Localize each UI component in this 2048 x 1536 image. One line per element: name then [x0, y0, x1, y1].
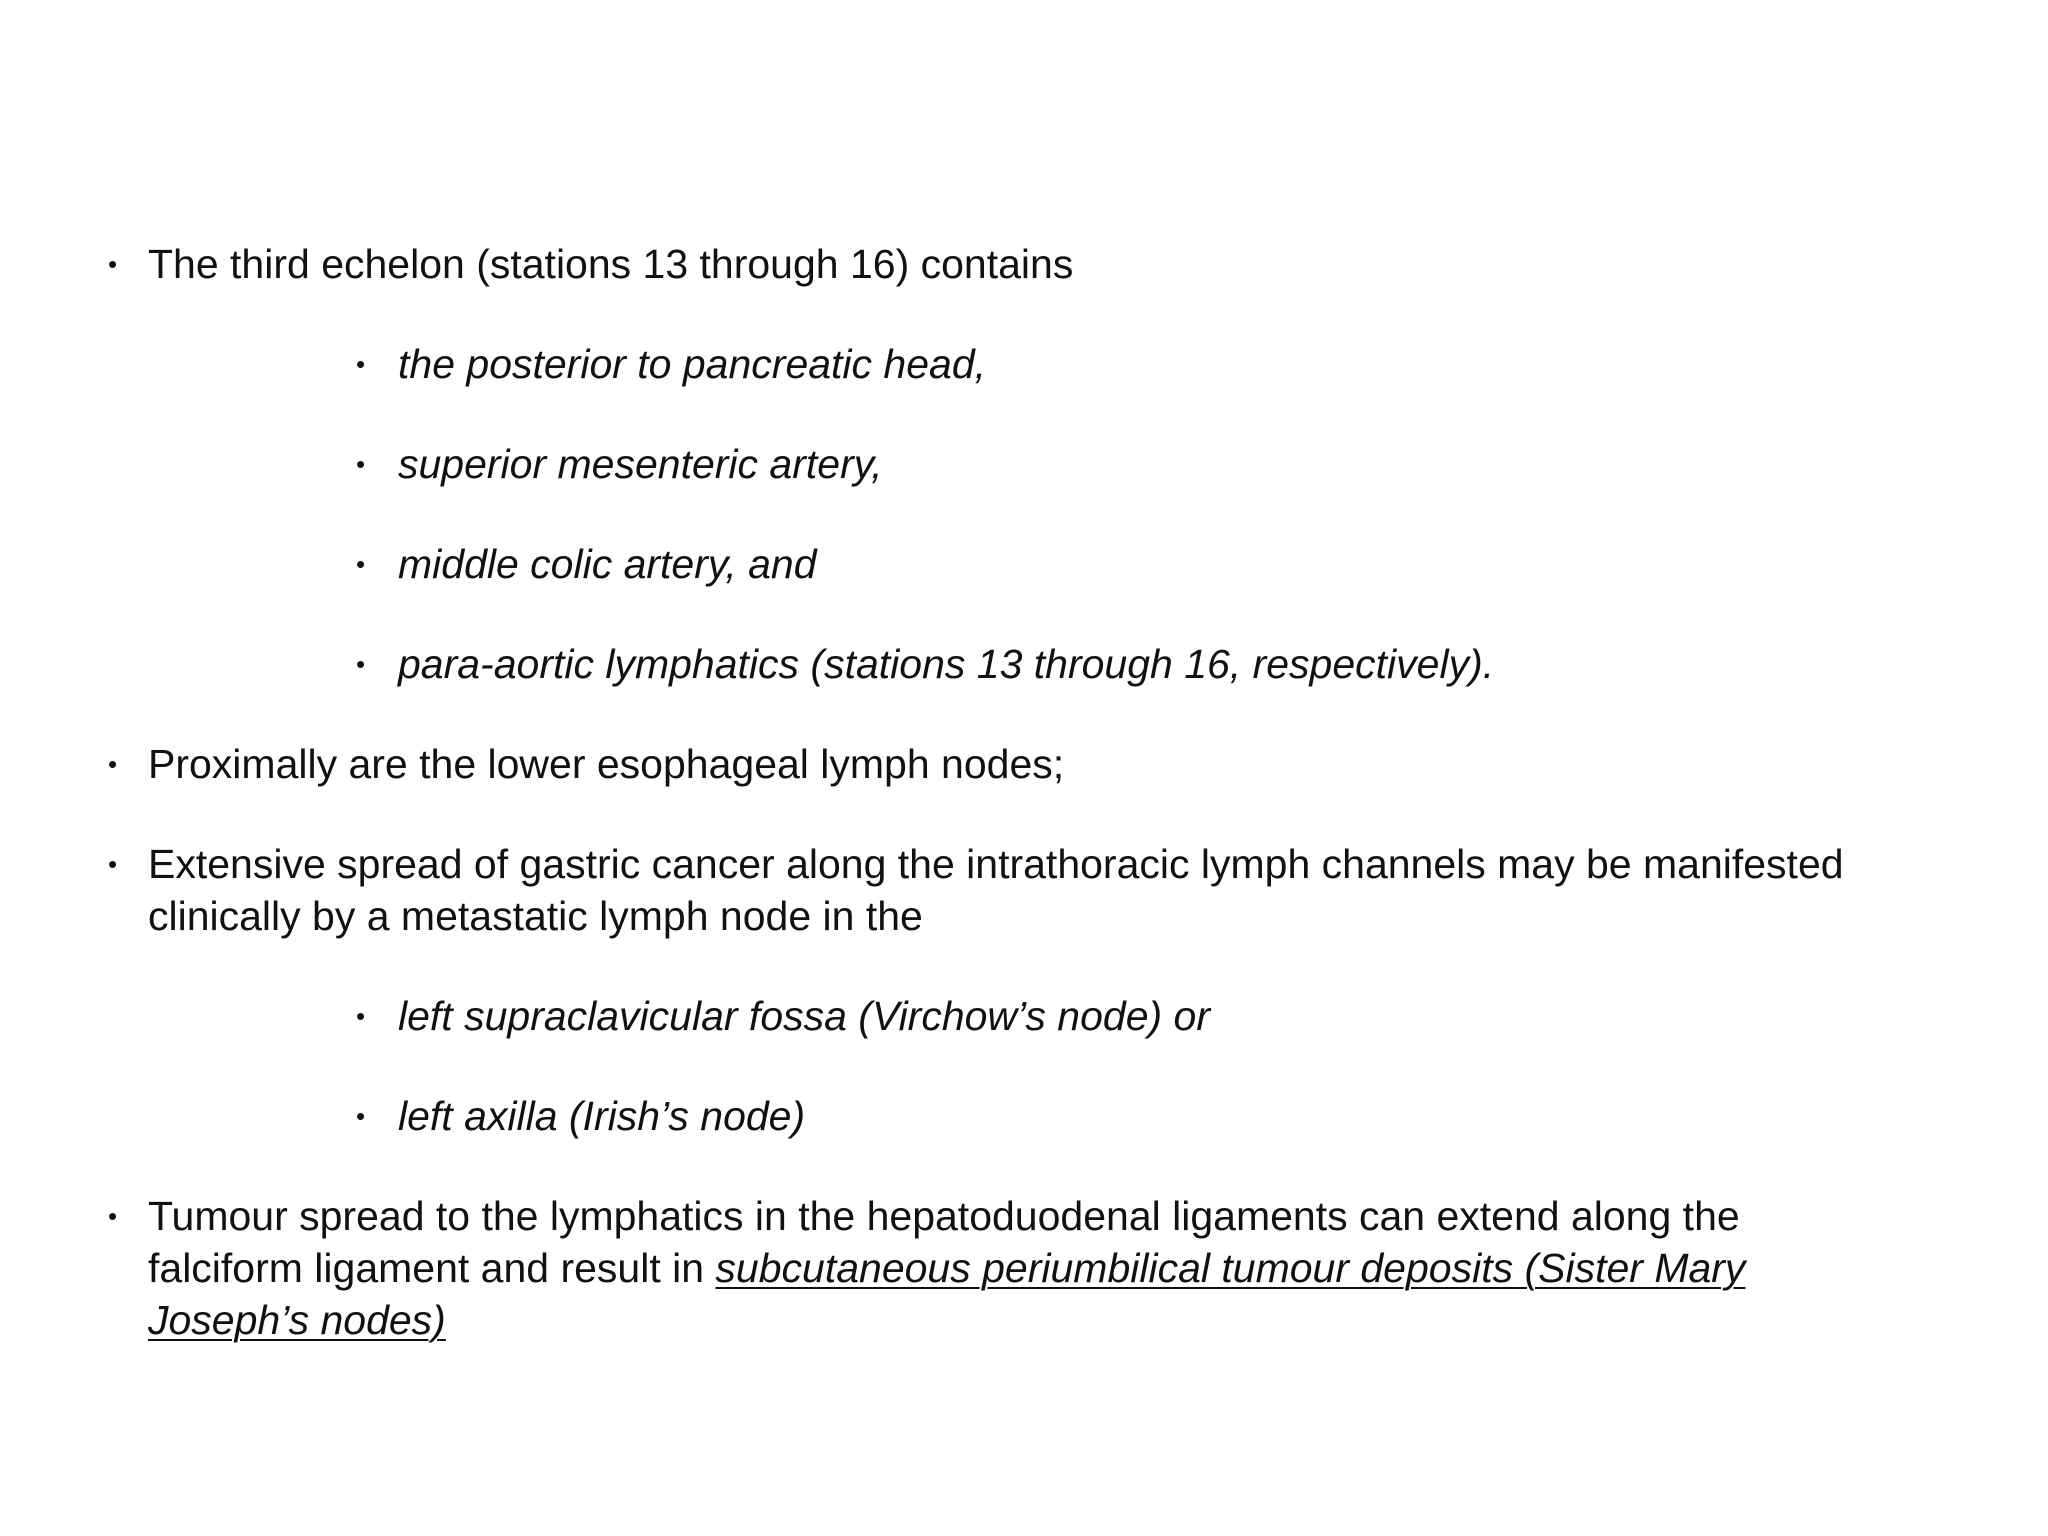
bullet-text: the posterior to pancreatic head, — [398, 341, 987, 387]
sub-bullet-item-posterior-pancreatic-head — [356, 338, 1848, 390]
bullet-text: The third echelon (stations 13 through 16) contains — [148, 241, 1074, 287]
bullet-text: middle colic artery, and — [398, 541, 817, 587]
bullet-icon: • — [108, 249, 118, 279]
sub-bullet-item-irishs-node — [356, 1090, 1848, 1142]
bullet-text: Extensive spread of gastric cancer along the intrathoracic lymph channels may be manifested clinically by a metastatic lymph node in the — [148, 841, 1844, 939]
bullet-icon: • — [356, 349, 366, 379]
bullet-icon: • — [108, 749, 118, 779]
bullet-icon: • — [356, 649, 366, 679]
bullet-icon: • — [108, 849, 118, 879]
bullet-icon: • — [356, 549, 366, 579]
bullet-icon: • — [356, 1001, 366, 1031]
sub-bullet-item-superior-mesenteric-artery — [356, 438, 1848, 490]
bullet-text: superior mesenteric artery, — [398, 441, 883, 487]
bullet-icon: • — [356, 1101, 366, 1131]
bullet-item-third-echelon — [108, 238, 1868, 290]
bullet-text: left axilla (Irish’s node) — [398, 1093, 806, 1139]
bullet-text: para-aortic lymphatics (stations 13 through 16, respectively). — [398, 641, 1495, 687]
bullet-text: Tumour spread to the lymphatics in the hepatoduodenal ligaments can extend along the falciform ligament and result in — [148, 1193, 1740, 1291]
sub-bullet-item-virchows-node — [356, 990, 1848, 1042]
underlined-emphasis-text: subcutaneous periumbilical tumour deposits (Sister Mary Joseph’s nodes) — [148, 1245, 1746, 1343]
bullet-item-extensive-spread — [108, 838, 1868, 942]
bullet-item-proximally — [108, 738, 1868, 790]
bullet-text: left supraclavicular fossa (Virchow’s node) or — [398, 993, 1211, 1039]
bullet-item-tumour-spread — [108, 1190, 1868, 1346]
sub-bullet-item-middle-colic-artery — [356, 538, 1848, 590]
bullet-icon: • — [108, 1201, 118, 1231]
sub-bullet-item-para-aortic-lymphatics — [356, 638, 1848, 690]
bullet-text: Proximally are the lower esophageal lymph nodes; — [148, 741, 1065, 787]
bullet-icon: • — [356, 449, 366, 479]
